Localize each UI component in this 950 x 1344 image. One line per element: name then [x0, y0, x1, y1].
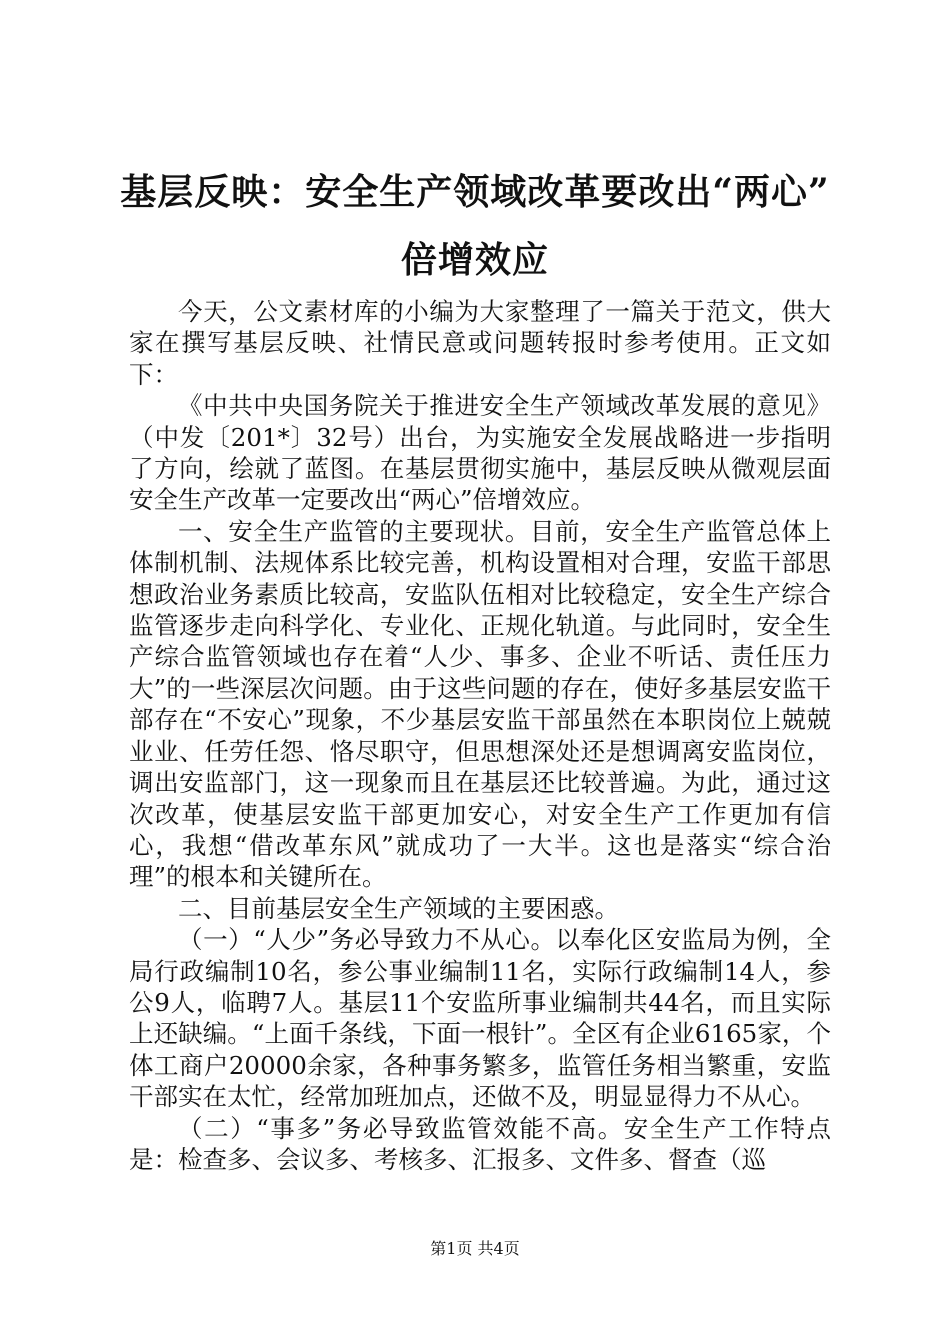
document-body [129, 296, 831, 1175]
paragraph-background: 《中共中央国务院关于推进安全生产领域改革发展的意见》（中发〔201*〕32号）出台，为实施安全发展战略进一步指明了方向，绘就了蓝图。在基层贯彻实施中，基层反映从微观层面安全生产改革一定要改出“两心”倍增效应。 [129, 391, 831, 515]
paragraph-subsection-1: （一）“人少”务必导致力不从心。以奉化区安监局为例，全局行政编制10名，参公事业编制11名，实际行政编制14人，参公9人，临聘7人。基层11个安监所事业编制共44名，而且实际上还缺编。“上面千条线，下面一根针”。全区有企业6165家，个体工商户20000余家，各种事务繁多，监管任务相当繁重，安监干部实在太忙，经常加班加点，还做不及，明显显得力不从心。 [129, 925, 831, 1112]
title-line-1: 基层反映：安全生产领域改革要改出“两心” [120, 171, 830, 213]
paragraph-intro: 今天，公文素材库的小编为大家整理了一篇关于范文，供大家在撰写基层反映、社情民意或问题转报时参考使用。正文如下： [129, 297, 831, 389]
paragraph-section-2-heading: 二、目前基层安全生产领域的主要困惑。 [178, 893, 619, 923]
page-footer: 第1页 共4页 [430, 1239, 520, 1258]
document-title [100, 158, 850, 294]
title-line-2: 倍增效应 [400, 239, 549, 281]
paragraph-subsection-2: （二）“事多”务必导致监管效能不高。安全生产工作特点是：检查多、会议多、考核多、汇报多、文件多、督查（巡 [129, 1113, 831, 1174]
paragraph-section-1: 一、安全生产监管的主要现状。目前，安全生产监管总体上体制机制、法规体系比较完善，机构设置相对合理，安监干部思想政治业务素质比较高，安监队伍相对比较稳定，安全生产综合监管逐步走向科学化、专业化、正规化轨道。与此同时，安全生产综合监管领域也存在着“人少、事多、企业不听话、责任压力大”的一些深层次问题。由于这些问题的存在，使好多基层安监干部存在“不安心”现象，不少基层安监干部虽然在本职岗位上兢兢业业、任劳任怨、恪尽职守，但思想深处还是想调离安监岗位，调出安监部门，这一现象而且在基层还比较普遍。为此，通过这次改革，使基层安监干部更加安心，对安全生产工作更加有信心，我想“借改革东风”就成功了一大半。这也是落实“综合治理”的根本和关键所在。 [129, 516, 831, 892]
